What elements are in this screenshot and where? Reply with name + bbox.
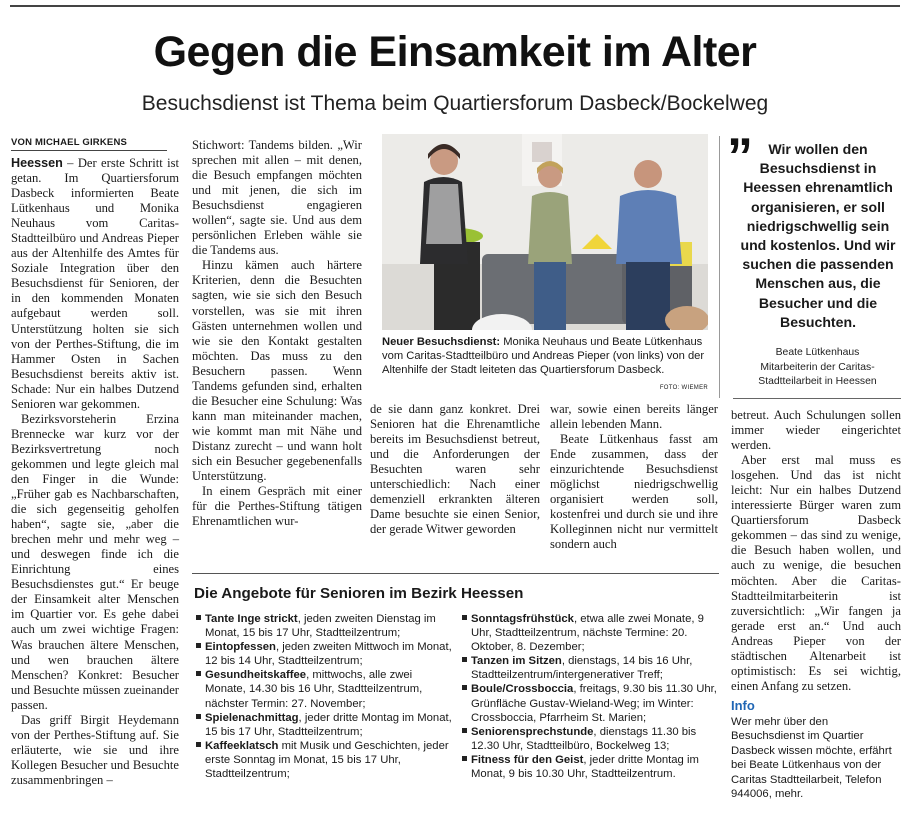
offer-details: , jeder dritte Montag im Monat, 9 bis 10.30 Uhr, Stadtteilzentrum. [471,753,699,781]
offer-item [196,612,454,640]
offer-name: Tanzen im Sitzen [471,655,562,668]
offers-list-left [196,612,454,781]
paragraph: In einem Gespräch mit einer für die Perthes-Stiftung tätigen Ehrenamtlichen wur- [192,484,362,529]
photo-illustration [382,134,708,330]
offer-details: , etwa alle zwei Monate, 9 Uhr, Stadtteilzentrum, nächste Termine: 20. Oktober, 8. Dezember; [471,613,704,654]
article-column-2 [192,138,362,529]
offer-item [462,612,718,654]
byline-rule [11,150,167,151]
photo-caption [382,335,708,395]
offer-details: , dienstags, 14 bis 16 Uhr, Stadtteilzentrum/intergenerativer Treff; [471,655,693,682]
offers-title: Die Angebote für Senioren im Bezirk Heessen [194,585,524,602]
article-column-4 [550,402,718,552]
offers-box-rule [192,573,719,574]
quote-attribution [735,346,900,390]
paragraph: Bezirksvorsteherin Erzina Brennecke war kurz vor der Bezirksvertretung noch gekommen und legte gleich mal den Finger in die Wunde: „Früher gab es Nachbarschaften, die sich gegenseitig geholfen haben“, sagte sie, „aber die brechen mehr und mehr weg – und deswegen finde ich die Einrichtung eines Besuchsdienstes gut.“ Er beuge der Einsamkeit alter Menschen im Quartier vor. Es gehe dabei auch um zwei wichtige Fragen: Was brauchen ältere Menschen, und wen brauchen ältere Menschen? Konkret: Besucher und Besuchte müssen zueinander passen. [11,411,179,712]
quote-author: Beate Lütkenhaus [775,347,860,358]
bullet-square-icon [462,615,467,620]
offer-details: , jeder dritte Montag im Monat, 15 bis 17 Uhr, Stadtteilzentrum; [205,711,452,738]
offer-details: , dienstags 11.30 bis 12.30 Uhr, Stadtteilbüro, Bockelweg 13; [471,725,697,752]
offer-name: Eintopfessen [205,641,276,654]
paragraph: Aber erst mal muss es losgehen. Und das ist nicht leicht: Nur ein halbes Dutzend interessierte Bürger waren zum Quartiersforum Dasbeck gekommen – das sind zu wenige, die Besuch haben wollen, und auch zu wenige, die besuchen möchten. Aber die Caritas-Stadtteilmitarbeiterin ist zuversichtlich: „Wir fangen ja gerade erst an.“ Und auch Andreas Pieper von der städtischen Altenarbeit ist optimistisch: Es sei wichtig, einen Anfang zu setzen. [731,453,901,693]
paragraph-text: – Der erste Schritt ist getan. Im Quartiersforum Dasbeck informierten Beate Lütkenhaus und Monika Neuhaus vom Caritas-Stadtteilbüro und Andreas Pieper aus der Altenhilfe des Amtes für Soziale Integration über den Besuchsdienst für Senioren, der in den kommenden Monaten aufgebaut werden soll. Unterstützung holten sie sich von der Perthes-Stiftung, die im Hammer Osten in Sachen Besuchsdienst bereits aktiv ist. Schade: Nur ein halbes Dutzend Senioren war gekommen. [11,156,179,411]
headline: Gegen die Einsamkeit im Alter [153,28,757,76]
paragraph: Beate Lütkenhaus fasst am Ende zusammen, dass der einzurichtende Besuchsdienst möglichst niedrigschwellig organisiert werden soll, kostenfrei und durch sie und ihre Kolleginnen nicht nur vermittelt sondern auch [550,432,718,552]
quote-author-role: Mitarbeiterin der Caritas-Stadtteilarbeit in Heessen [758,361,877,387]
paragraph: Das griff Birgit Heydemann von der Perthes-Stiftung auf. Sie erläuterte, wie sie und ihre Kollegen Besucher und Besuchte zusammenbringen – [11,712,179,787]
quote-mark-icon: ” [727,128,753,186]
offer-name: Boule/Crossboccia [471,683,574,696]
offer-details: , mittwochs, alle zwei Monate, 14.30 bis 16 Uhr, Stadtteilzentrum, nächster Termin: 27. November; [205,669,423,710]
offer-item [462,682,718,724]
offer-item [196,668,454,710]
pull-quote: Wir wollen den Besuchsdienst in Heessen ehrenamtlich organisieren, er soll niedrigschwellig sein und kostenlos. Und wir suchen die passenden Menschen aus, die Besucher und die Besuchten. [740,141,896,330]
offer-details: , freitags, 9.30 bis 11.30 Uhr, Grünfläche Gustav-Wieland-Weg; im Winter: Crossboccia, Pfarrheim St. Marien; [471,683,717,724]
info-heading: Info [731,698,755,713]
bullet-square-icon [462,756,467,761]
offer-item [462,654,718,682]
subheadline: Besuchsdienst ist Thema beim Quartiersforum Dasbeck/Bockelweg [141,92,769,115]
offer-item [462,725,718,753]
offer-name: Tante Inge strickt [205,613,298,625]
bullet-square-icon [196,742,201,747]
bullet-square-icon [196,615,201,620]
dateline: Heessen [11,156,63,170]
lead-paragraph [11,156,179,412]
bullet-square-icon [462,657,467,662]
bullet-square-icon [196,643,201,648]
caption-text: Monika Neuhaus und Beate Lütkenhaus vom Caritas-Stadtteilbüro und Andreas Pieper (von links) von der Altenhilfe der Stadt leiteten das Quartiersforum Dasbeck. [382,336,705,376]
offer-details: mit Musik und Geschichten, jeder erste Sonntag im Monat, 15 bis 17 Uhr, Stadtteilzentrum; [205,739,449,781]
column-divider [719,136,720,398]
article-column-1 [11,156,179,788]
paragraph: war, sowie einen bereits länger allein lebenden Mann. [550,402,718,432]
offer-item [196,640,454,668]
offer-name: Fitness für den Geist [471,753,584,766]
offer-item [196,739,454,781]
quote-rule [733,398,901,399]
bullet-square-icon [462,728,467,733]
paragraph: Stichwort: Tandems bilden. „Wir sprechen mit allen – mit denen, die Besuch empfangen möchten und mit jenen, die sich im Besuchsdienst engagieren wollen“, sagte sie. Und aus dem persönlichen Erleben wähle sie die Tandems aus. [192,138,362,258]
bullet-square-icon [462,685,467,690]
offer-name: Seniorensprechstunde [471,725,594,738]
info-text: Wer mehr über den Besuchsdienst im Quartier Dasbeck wissen möchte, erfährt bei Beate Lütkenhaus von der Caritas Stadtteilarbeit, Telefon 944006, mehr. [731,716,892,801]
caption-lead: Neuer Besuchsdienst: [382,336,501,348]
bullet-square-icon [196,714,201,719]
bullet-square-icon [196,671,201,676]
offer-item [462,753,718,781]
article-column-5 [731,408,901,694]
offer-name: Gesundheitskaffee [205,669,307,682]
byline: VON MICHAEL GIRKENS [11,137,128,148]
photo-credit: FOTO: WIEMER [659,385,708,391]
article-column-3 [370,402,540,537]
offer-item [196,711,454,739]
top-rule [10,5,900,7]
offer-name: Sonntagsfrühstück [471,613,574,625]
offers-list-right [462,612,718,781]
offer-name: Spielenachmittag [205,711,299,724]
paragraph: Hinzu kämen auch härtere Kriterien, denn die Besuchten sagten, wie sie sich den Besuch vorstellen, was sie mit ihren Gästen unternehmen wollen und wie sie den Kontakt gestalten möchten. Das muss zu den Besuchern passen. Wenn Tandems gefunden sind, erhalten die Besucher eine Schulung: Was kann man miteinander machen, wie kommt man mit Nähe und Distanz zurecht – und wann holt sich ein Besucher gegebenenfalls Unterstützung. [192,258,362,484]
offer-name: Kaffeeklatsch [205,739,279,752]
offer-details: , jeden zweiten Mittwoch im Monat, 12 bis 14 Uhr, Stadtteilzentrum; [205,641,452,668]
paragraph: betreut. Auch Schulungen sollen immer wieder eingerichtet werden. [731,408,901,453]
offer-details: , jeden zweiten Dienstag im Monat, 15 bis 17 Uhr, Stadtteilzentrum; [205,613,436,640]
article-photo [382,134,708,330]
paragraph: de sie dann ganz konkret. Drei Senioren hat die Ehrenamtliche bereits im Besuchsdienst betreut, und die Anforderungen der Besuchten waren sehr unterschiedlich: Nach einer demenziell erkrankten älteren Dame besuchte sie einen Senior, der gerade Witwer geworden [370,402,540,537]
